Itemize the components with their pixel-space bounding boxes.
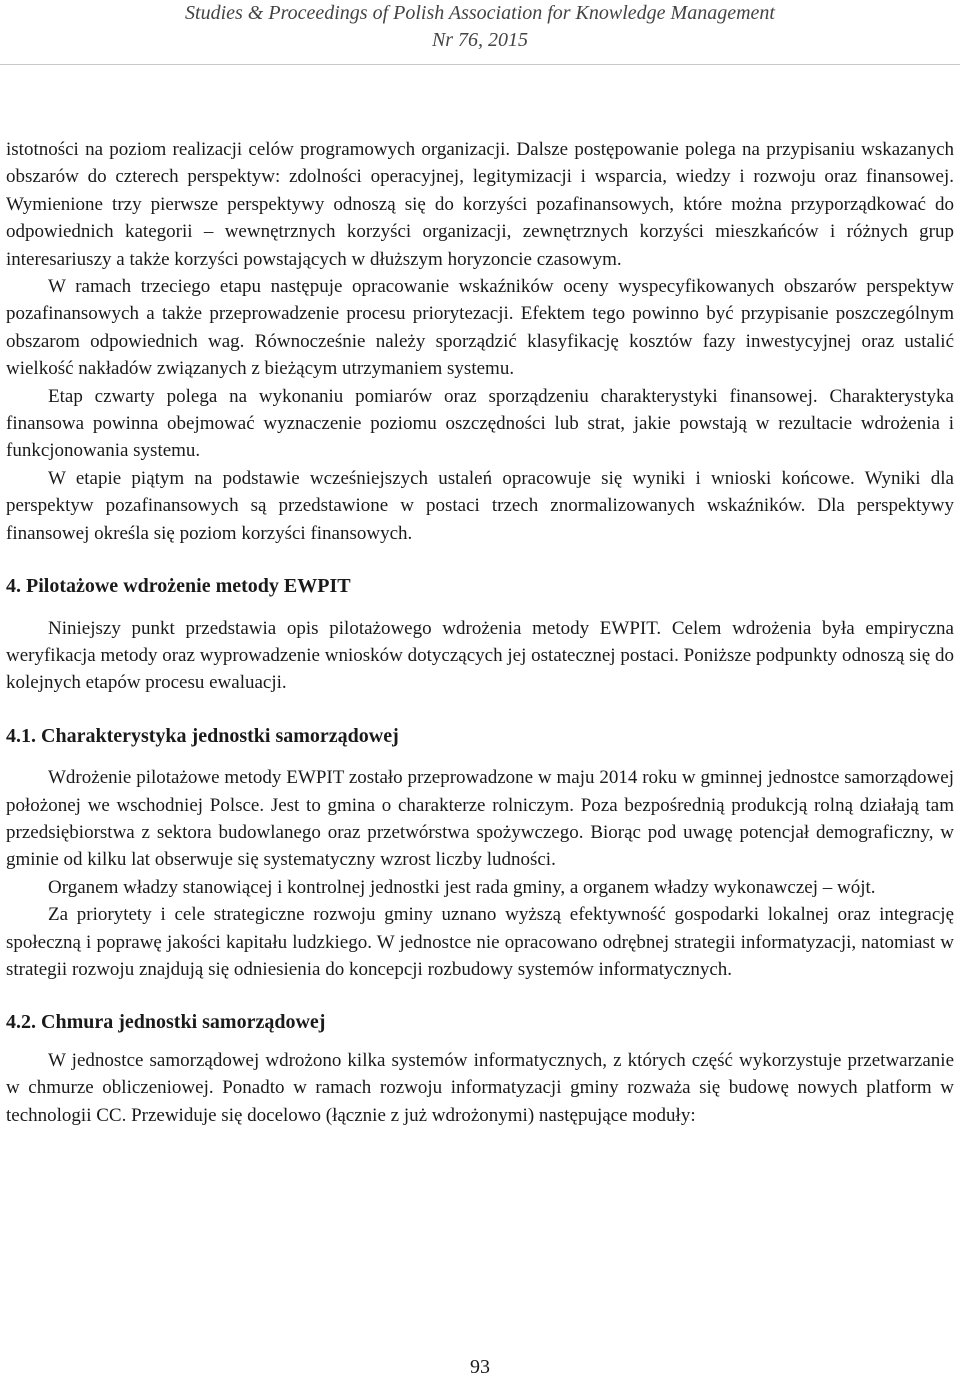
- body-paragraph: Organem władzy stanowiącej i kontrolnej jednostki jest rada gminy, a organem władzy wykonawczej – wójt.: [48, 876, 876, 898]
- subsection-heading: 4.2. Chmura jednostki samorządowej: [6, 1011, 326, 1034]
- body-paragraph: istotności na poziom realizacji celów programowych organizacji. Dalsze postępowanie polega na przypisaniu wskazanych obszarów do czterech perspektyw: zdolności operacyjnej, legitymizacji i wsparcia, wiedzy i rozwoju oraz finansowej. Wymienione trzy pierwsze perspektywy odnoszą się do korzyści pozafinansowych, które można przyporządkować do odpowiednich kategorii – wewnętrznych korzyści organizacji, zewnętrznych korzyści mieszkańców i różnych grup interesariuszy a także korzyści powstających w dłuższym horyzoncie czasowym.: [6, 139, 954, 270]
- section-heading: 4. Pilotażowe wdrożenie metody EWPIT: [6, 575, 351, 598]
- body-paragraph: Niniejszy punkt przedstawia opis pilotażowego wdrożenia metody EWPIT. Celem wdrożenia była empiryczna weryfikacja metody oraz wyprowadzenie wniosków dotyczących jej ostatecznej postaci. Poniższe podpunkty odnoszą się do kolejnych etapów procesu ewaluacji.: [6, 617, 954, 694]
- subsection-heading: 4.1. Charakterystyka jednostki samorządowej: [6, 724, 399, 747]
- body-paragraph: Wdrożenie pilotażowe metody EWPIT zostało przeprowadzone w maju 2014 roku w gminnej jednostce samorządowej położonej we wschodniej Polsce. Jest to gmina o charakterze rolniczym. Poza bezpośrednią produkcją rolną działają tam przedsiębiorstwa z sektora budowlanego oraz przetwórstwa spożywczego. Biorąc pod uwagę potencjał demograficzny, w gminie od kilku lat obserwuje się systematyczny wzrost liczby ludności.: [6, 767, 954, 871]
- page-content: [6, 136, 954, 1129]
- body-paragraph: Za priorytety i cele strategiczne rozwoju gminy uznano wyższą efektywność gospodarki lokalnej oraz integrację społeczną i poprawę jakości kapitału ludzkiego. W jednostce nie opracowano odrębnej strategii informatyzacji, natomiast w strategii rozwoju znajdują się odniesienia do koncepcji rozbudowy systemów informatycznych.: [6, 904, 954, 980]
- journal-title: Studies & Proceedings of Polish Association for Knowledge Management: [185, 2, 775, 24]
- header-divider: [0, 64, 960, 65]
- running-header: [0, 0, 960, 54]
- body-paragraph: Etap czwarty polega na wykonaniu pomiarów oraz sporządzeniu charakterystyki finansowej. Charakterystyka finansowa powinna obejmować wyznaczenie poziomu oszczędności lub strat, jakie powstają w rezultacie wdrożenia i funkcjonowania systemu.: [6, 385, 954, 462]
- body-paragraph: W ramach trzeciego etapu następuje opracowanie wskaźników oceny wyspecyfikowanych obszarów perspektyw pozafinansowych a także przeprowadzenie procesu priorytezacji. Efektem tego powinno być przypisanie poszczególnym obszarom odpowiednich wag. Równocześnie należy sporządzić klasyfikację kosztów fazy inwestycyjnej oraz ustalić wielkość nakładów związanych z bieżącym utrzymaniem systemu.: [6, 276, 954, 380]
- body-paragraph: W jednostce samorządowej wdrożono kilka systemów informatycznych, z których część wykorzystuje przetwarzanie w chmurze obliczeniowej. Ponadto w ramach rozwoju informatyzacji gminy rozważa się budowę nowych platform w technologii CC. Przewiduje się docelowo (łącznie z już wdrożonymi) następujące moduły:: [6, 1049, 954, 1126]
- body-paragraph: W etapie piątym na podstawie wcześniejszych ustaleń opracowuje się wyniki i wnioski końcowe. Wyniki dla perspektyw pozafinansowych są przedstawione w postaci trzech znormalizowanych wskaźników. Dla perspektywy finansowej określa się poziom korzyści finansowych.: [6, 467, 954, 544]
- page-number: 93: [470, 1356, 490, 1378]
- journal-issue: Nr 76, 2015: [431, 29, 529, 51]
